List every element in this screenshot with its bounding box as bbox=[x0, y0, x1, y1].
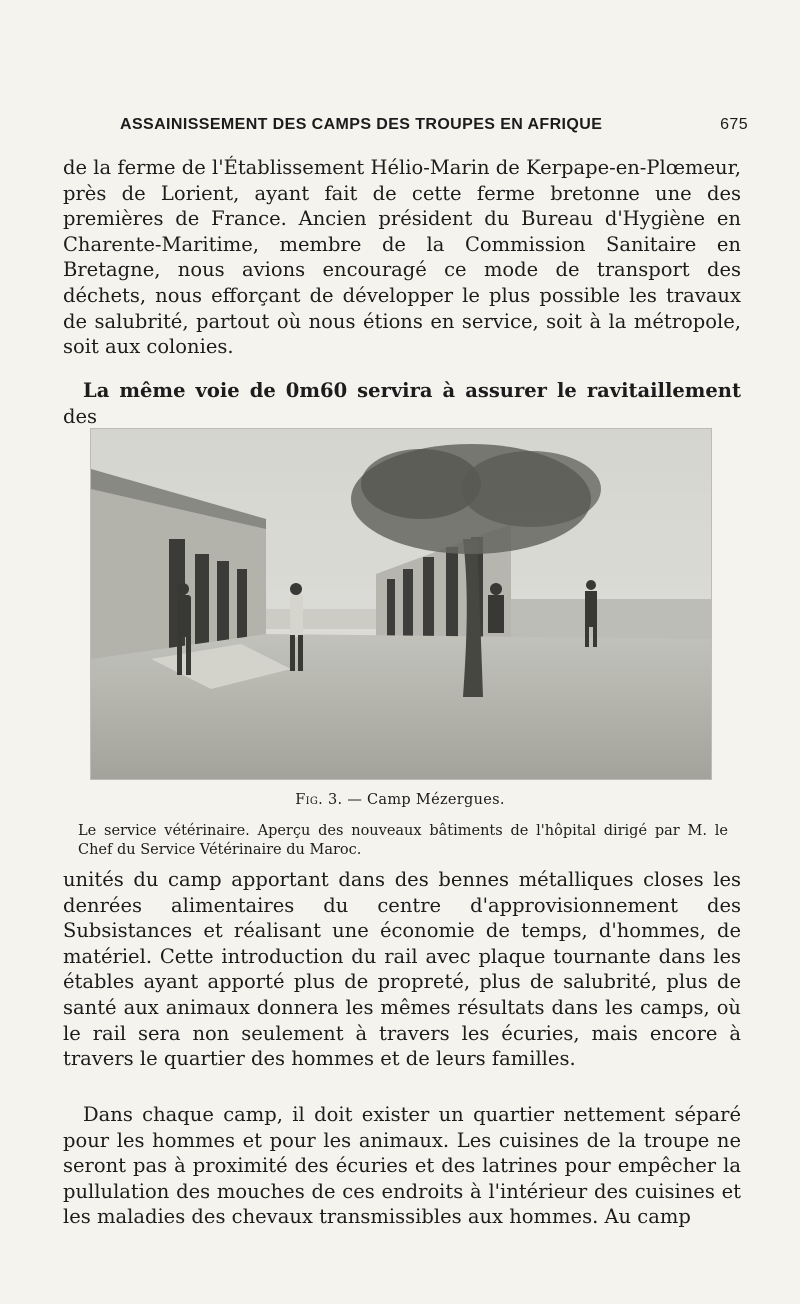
paragraph-3: unités du camp apportant dans des bennes métalliques closes les denrées alimentaires du centre d'approvisionnement des Subsistances et réalisant une économie de temps, d'hommes, de matériel. Cette introduction du rail avec plaque tournante dans les étables ayant apporté plus de propreté, plus de salubrité, plus de santé aux animaux donnera les mêmes résultats dans les camps, où le rail sera non seulement à travers les écuries, mais encore à travers le quartier des hommes et de leurs familles. bbox=[63, 868, 741, 1071]
figure-title-text: — Camp Mézergues. bbox=[347, 792, 505, 808]
figure-title bbox=[0, 792, 800, 808]
paragraph-4 bbox=[63, 1102, 741, 1230]
paragraph-2-rest: des bbox=[63, 404, 98, 428]
paragraph-1: de la ferme de l'Établissement Hélio-Marin de Kerpape-en-Plœmeur, près de Lorient, ayant fait de cette ferme bretonne une des premières de France. Ancien président du Bureau d'Hygiène en Charente-Maritime, membre de la Commission Sanitaire en Bretagne, nous avions encouragé ce mode de transport des déchets, nous efforçant de développer le plus possible les travaux de salubrité, partout où nous étions en service, soit à la métropole, soit aux colonies. bbox=[63, 156, 741, 359]
running-title: ASSAINISSEMENT DES CAMPS DES TROUPES EN AFRIQUE bbox=[120, 116, 603, 133]
paragraph-2-bold: La même voie de 0m60 servira à assurer le ravitaillement bbox=[83, 379, 741, 402]
figure-photo bbox=[90, 428, 712, 780]
camp-courtyard-photo bbox=[91, 429, 711, 779]
figure-caption: Le service vétérinaire. Aperçu des nouveaux bâtiments de l'hôpital dirigé par M. le Chef du Service Vétérinaire du Maroc. bbox=[78, 823, 728, 858]
figure-label: Fig. 3. bbox=[295, 792, 343, 808]
paragraph-2 bbox=[63, 378, 741, 429]
page-number: 675 bbox=[720, 116, 748, 133]
paragraph-4-text: Dans chaque camp, il doit exister un quartier nettement séparé pour les hommes et pour les animaux. Les cuisines de la troupe ne seront pas à proximité des écuries et des latrines pour empêcher la pullulation des mouches de ces endroits à l'intérieur des cuisines et les maladies des chevaux transmissibles aux hommes. Au camp bbox=[63, 1103, 741, 1229]
